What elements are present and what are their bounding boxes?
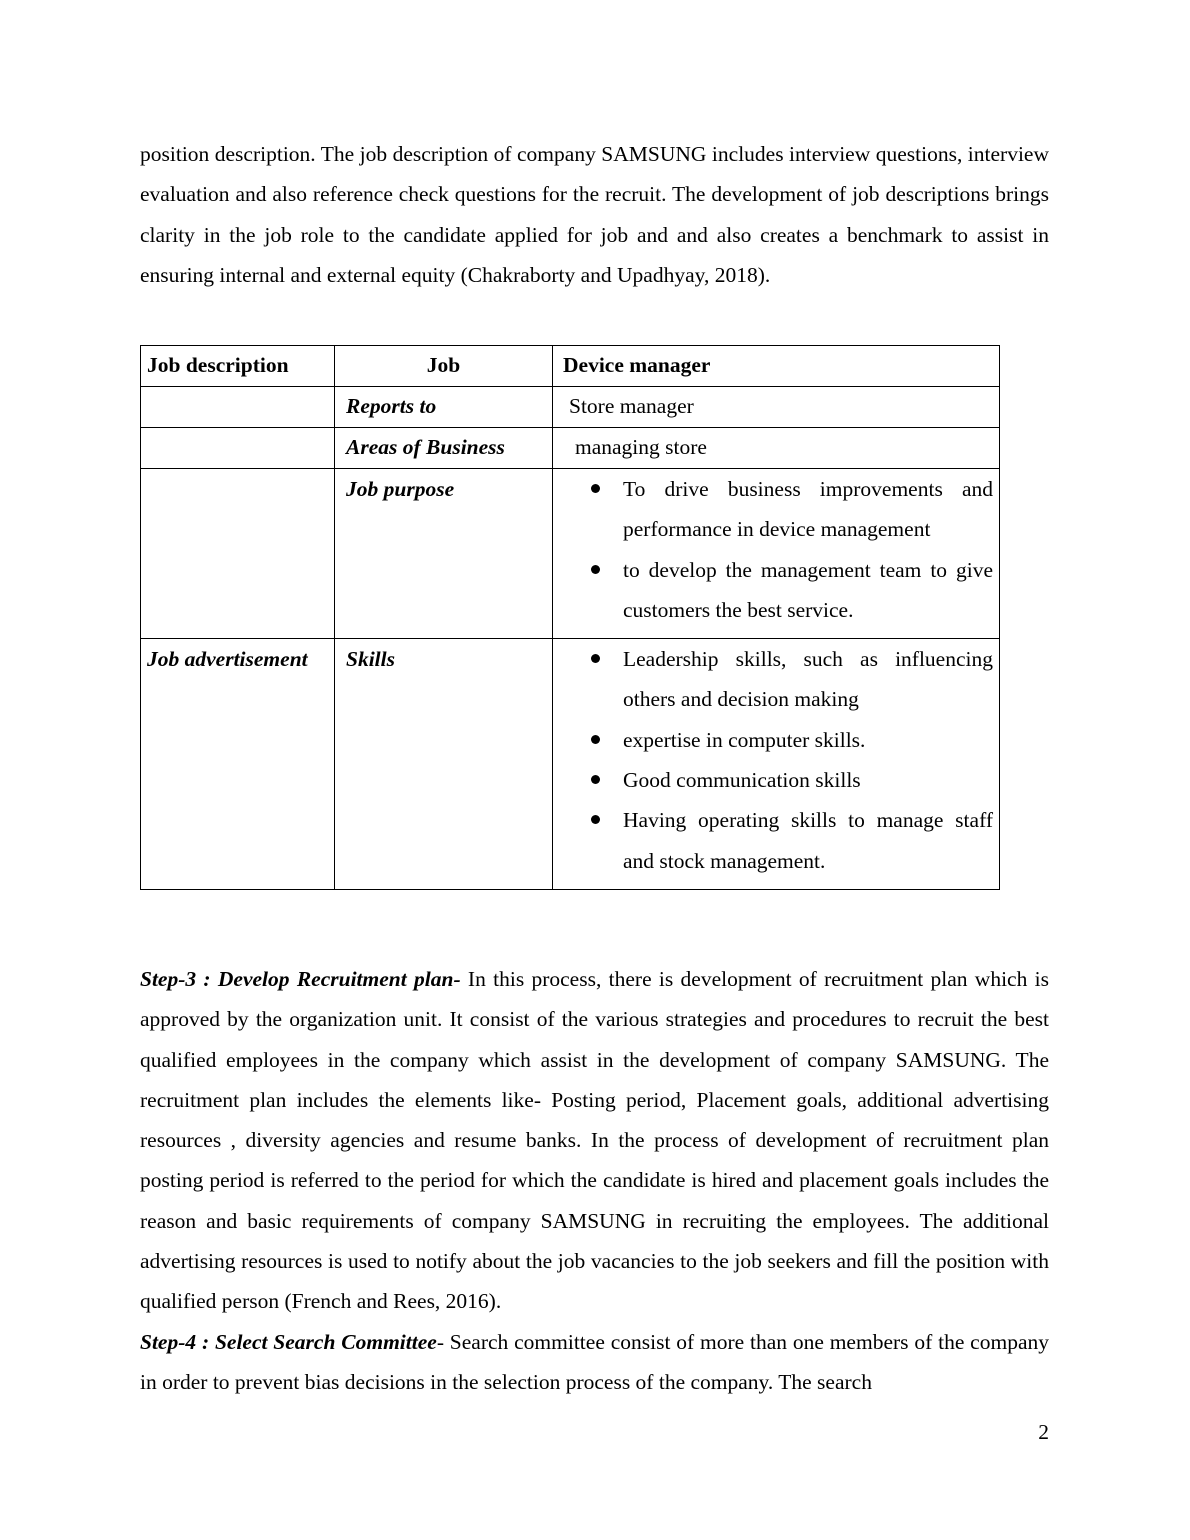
intro-paragraph: position description. The job description of company SAMSUNG includes interview questions, interview evaluation and also reference check questions for the recruit. The development of job descriptions brings clarity in the job role to the candidate applied for job and and also creates a benchmark to assist in ensuring internal and external equity (Chakraborty and Upadhyay, 2018). bbox=[140, 142, 1049, 287]
table-cell-empty bbox=[141, 428, 335, 469]
table-cell-empty bbox=[141, 469, 335, 639]
row-label-areas-of-business: Areas of Business bbox=[335, 428, 553, 469]
list-item-text: Leadership skills, such as influencing others and decision making bbox=[623, 647, 993, 712]
row-label-job-purpose: Job purpose bbox=[335, 469, 553, 639]
bullet-icon bbox=[591, 565, 600, 574]
list-item bbox=[559, 550, 993, 631]
table-row bbox=[141, 428, 1000, 469]
list-item-text: To drive business improvements and performance in device management bbox=[623, 477, 993, 542]
table-row bbox=[141, 387, 1000, 428]
step4-heading: Step-4 : Select Search Committee bbox=[140, 1330, 437, 1354]
step3-heading: Step-3 : Develop Recruitment plan- bbox=[140, 967, 461, 991]
step4-paragraph bbox=[140, 1322, 1049, 1403]
list-item bbox=[559, 720, 993, 760]
header-job: Job bbox=[335, 346, 553, 387]
row-value-skills bbox=[553, 639, 1000, 890]
bullet-icon bbox=[591, 735, 600, 744]
row-value-areas-of-business: managing store bbox=[553, 428, 1000, 469]
table-row bbox=[141, 469, 1000, 639]
list-item bbox=[559, 760, 993, 800]
header-job-description: Job description bbox=[141, 346, 335, 387]
row-value-job-purpose bbox=[553, 469, 1000, 639]
row-label-reports-to: Reports to bbox=[335, 387, 553, 428]
page-number: 2 bbox=[1038, 1420, 1049, 1444]
job-purpose-list bbox=[559, 469, 993, 630]
list-item-text: Having operating skills to manage staff and stock management. bbox=[623, 808, 993, 873]
list-item bbox=[559, 639, 993, 720]
step3-body: In this process, there is development of recruitment plan which is approved by the organization unit. It consist of the various strategies and procedures to recruit the best qualified employees in the company which assist in the development of company SAMSUNG. The recruitment plan includes the elements like- Posting period, Placement goals, additional advertising resources , diversity agencies and resume banks. In the process of development of recruitment plan posting period is referred to the period for which the candidate is hired and placement goals includes the reason and basic requirements of company SAMSUNG in recruiting the employees. The additional advertising resources is used to notify about the job vacancies to the job seekers and fill the position with qualified person (French and Rees, 2016). bbox=[140, 967, 1049, 1314]
list-item-text: to develop the management team to give customers the best service. bbox=[623, 557, 993, 622]
list-item bbox=[559, 469, 993, 550]
table-row bbox=[141, 639, 1000, 890]
bullet-icon bbox=[591, 775, 600, 784]
row-label-job-advertisement: Job advertisement bbox=[141, 639, 335, 890]
bullet-icon bbox=[591, 654, 600, 663]
row-label-skills: Skills bbox=[335, 639, 553, 890]
step3-paragraph bbox=[140, 959, 1049, 1322]
row-value-reports-to: Store manager bbox=[553, 387, 1000, 428]
job-description-table bbox=[140, 345, 1000, 890]
bullet-icon bbox=[591, 484, 600, 493]
skills-list bbox=[559, 639, 993, 881]
list-item-text: expertise in computer skills. bbox=[623, 727, 866, 752]
table-cell-empty bbox=[141, 387, 335, 428]
list-item-text: Good communication skills bbox=[623, 768, 861, 793]
table-header-row bbox=[141, 346, 1000, 387]
step4-body: - Search committee consist of more than one members of the company in order to prevent bias decisions in the selection process of the company. The search bbox=[140, 1330, 1049, 1395]
bullet-icon bbox=[591, 815, 600, 824]
list-item bbox=[559, 800, 993, 881]
header-device-manager: Device manager bbox=[553, 346, 1000, 387]
